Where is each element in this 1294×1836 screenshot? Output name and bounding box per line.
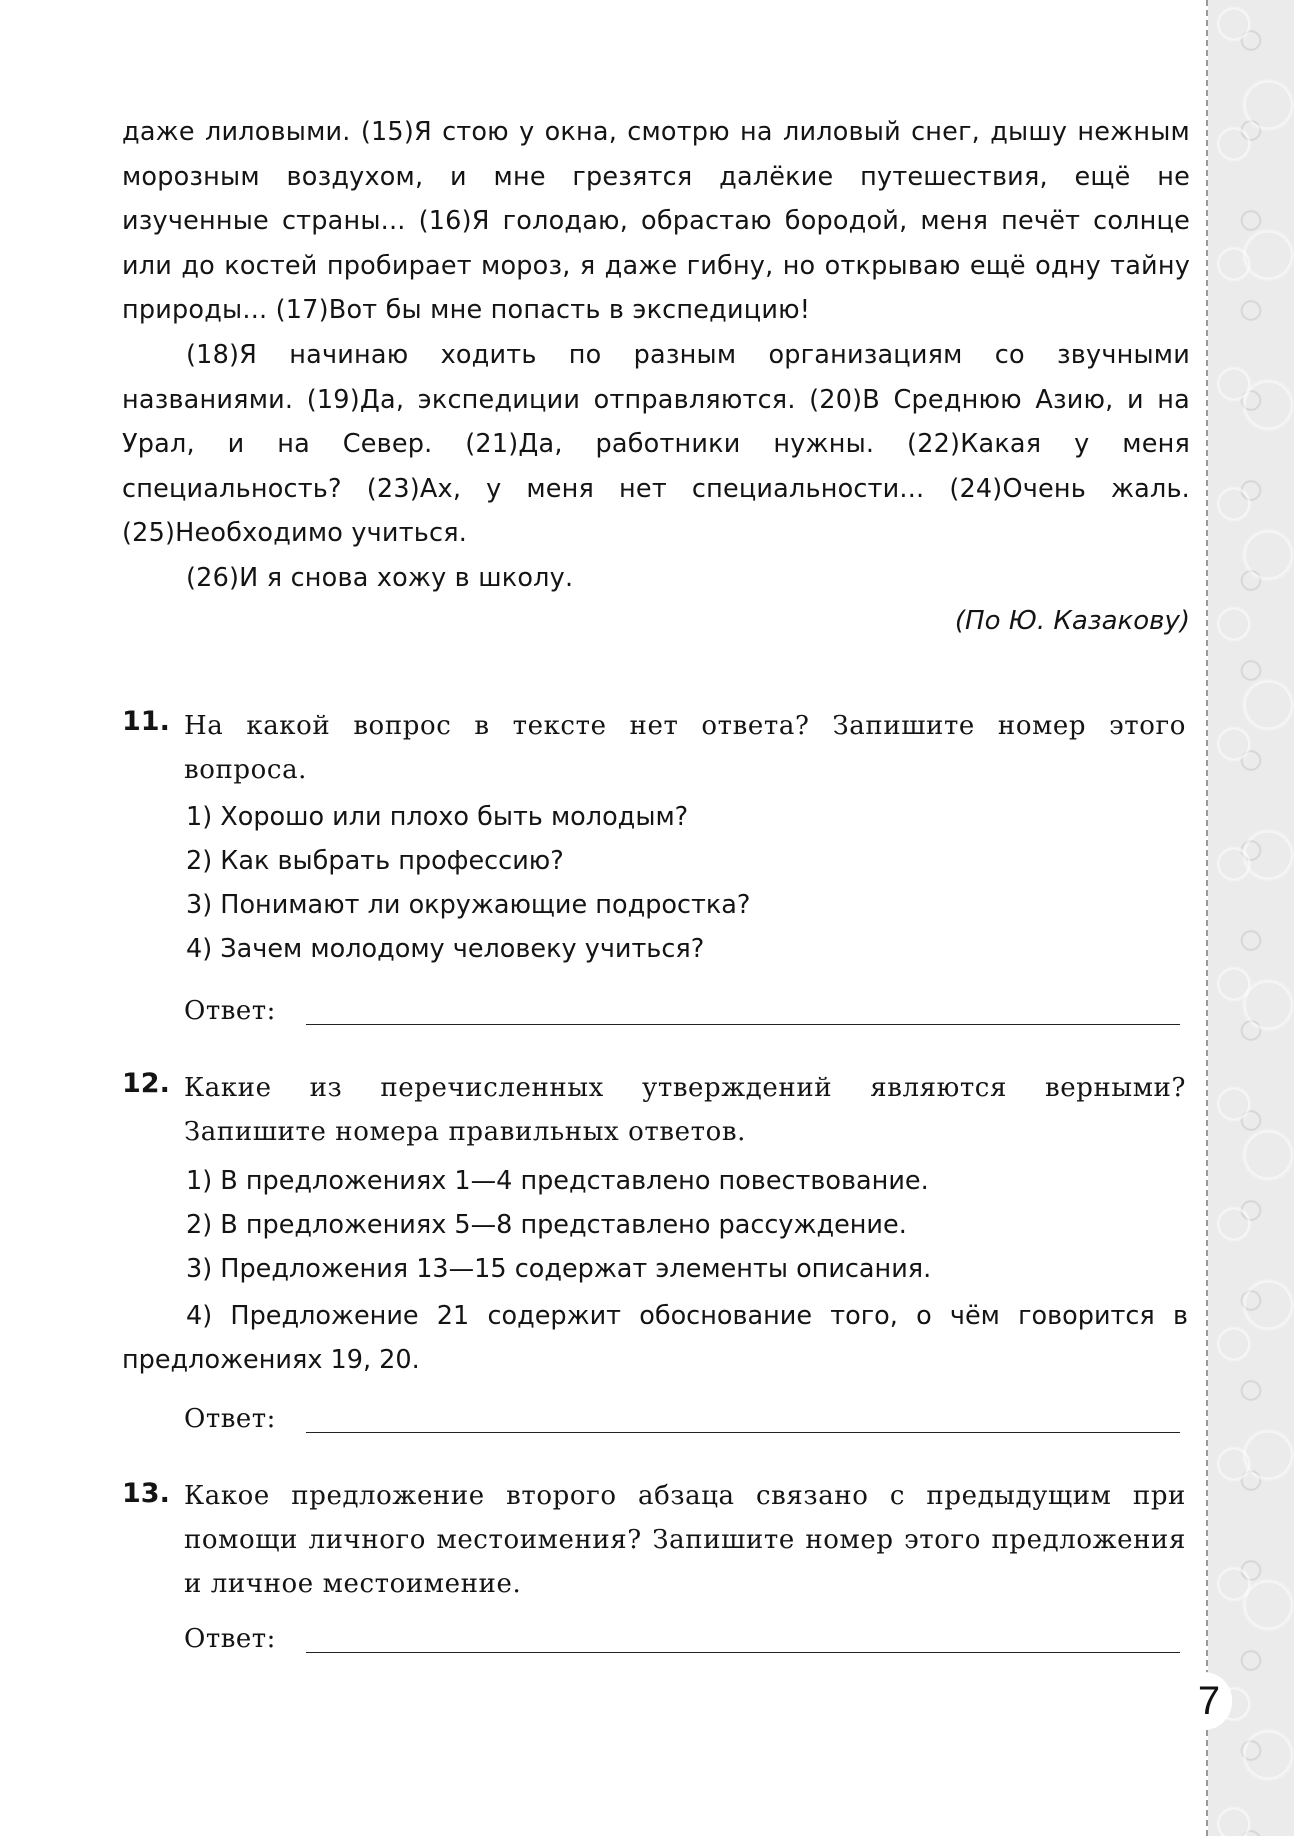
passage-paragraph-2: (18)Я начинаю ходить по разным организациям со звучными названиями. (19)Да, экспедиции отправляются. (20)В Среднюю Азию, и на Урал, и на Север. (21)Да, работники нужны. (22)Какая у меня специальность? (23)Ах, у меня нет специальности... (24)Очень жаль. (25)Необходимо учиться. [122, 339, 1190, 549]
border-edge [1206, 0, 1208, 1836]
question-12-option-4: 4) Предложение 21 содержит обоснование того, о чём говорится в предложениях 19, 20. [122, 1301, 1188, 1375]
question-12-option-3: 3) Предложения 13—15 содержат элементы описания. [186, 1254, 932, 1284]
question-11-option-4: 4) Зачем молодому человеку учиться? [186, 934, 705, 964]
question-11-number: 11. [122, 706, 170, 737]
question-11-answer-label: Ответ: [184, 996, 276, 1026]
passage-paragraph-1: даже лиловыми. (15)Я стою у окна, смотрю на лиловый снег, дышу нежным морозным воздухом, и мне грезятся далёкие путешествия, ещё не изученные страны... (16)Я голодаю, обрастаю бородой, меня печёт солнце или до костей пробирает мороз, я даже гибну, но открываю ещё одну тайну природы... (17)Вот бы мне попасть в экспедицию! [122, 117, 1190, 326]
question-12-number: 12. [122, 1068, 170, 1099]
question-11-option-3: 3) Понимают ли окружающие подростка? [186, 890, 751, 920]
page-number: 7 [1197, 1678, 1221, 1723]
question-13-answer-label: Ответ: [184, 1624, 276, 1654]
passage [122, 110, 1190, 601]
question-13-answer-field[interactable] [306, 1652, 1180, 1653]
question-11-option-2: 2) Как выбрать профессию? [186, 846, 564, 876]
passage-author: (По Ю. Казакову) [954, 606, 1190, 636]
question-12-option-1: 1) В предложениях 1—4 представлено повествование. [186, 1166, 929, 1196]
question-11-option-1: 1) Хорошо или плохо быть молодым? [186, 802, 689, 832]
question-12-text: Какие из перечисленных утверждений являются верными? Запишите номера правильных ответов. [184, 1073, 1186, 1147]
question-12-option-2: 2) В предложениях 5—8 представлено рассуждение. [186, 1210, 907, 1240]
decorative-border [1208, 0, 1294, 1836]
passage-paragraph-3: (26)И я снова хожу в школу. [186, 562, 574, 593]
question-12-answer-label: Ответ: [184, 1404, 276, 1434]
question-13-text: Какое предложение второго абзаца связано с предыдущим при помощи личного местоимения? Запишите номер этого предложения и личное местоимение. [184, 1481, 1186, 1599]
question-12-answer-field[interactable] [306, 1432, 1180, 1433]
question-13-number: 13. [122, 1478, 170, 1509]
question-11-text: На какой вопрос в тексте нет ответа? Запишите номер этого вопроса. [184, 711, 1186, 785]
question-11-answer-field[interactable] [306, 1024, 1180, 1025]
